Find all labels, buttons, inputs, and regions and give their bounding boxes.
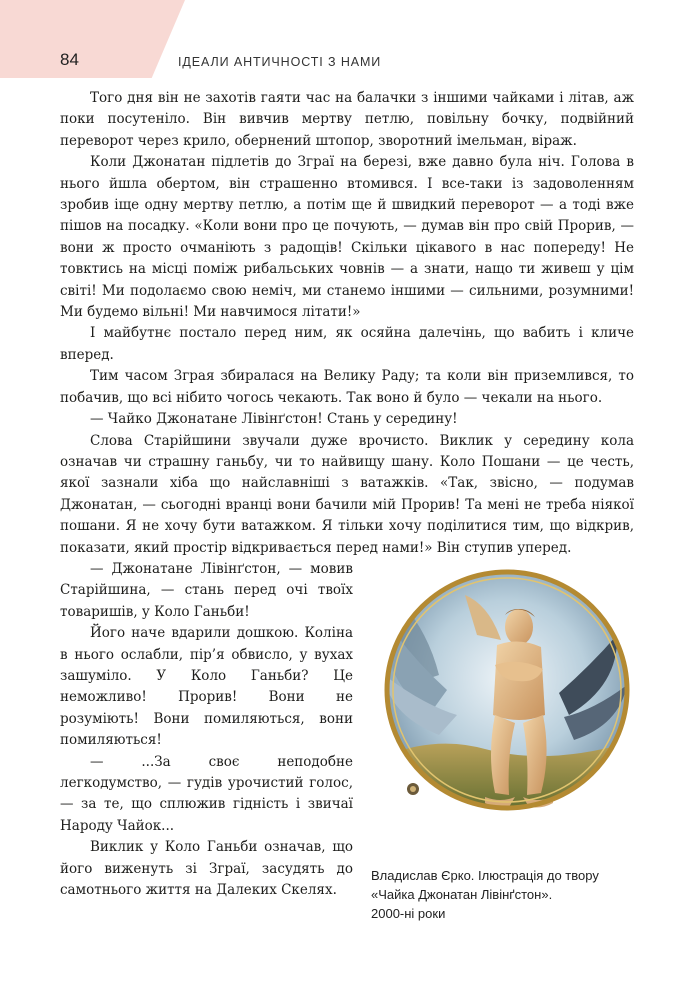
paragraph: Виклик у Коло Ганьби означав, що його виженуть зі Зграї, засудять до самотнього життя на Далеких Скелях. xyxy=(60,839,353,899)
page-corner-accent xyxy=(0,0,185,78)
page-number: 84 xyxy=(60,50,79,69)
caption-line: Владислав Єрко. Ілюстрація до твору xyxy=(371,868,599,883)
paragraph: — Чайко Джонатане Лівінґстон! Стань у середину! xyxy=(90,411,458,428)
gull-angel-illustration xyxy=(369,565,634,815)
paragraph: Коли Джонатан підлетів до Зграї на березі, вже давно була ніч. Голова в нього йшла обертом, він страшенно втомився. І все-таки із задоволенням зробив іще одну мертву петлю, а потім ще й швидкий переворот — а тоді вже пішов на посадку. «Коли вони про це почують, — думав він про свій Прорив, — вони ж просто очманіють з радощів! Скільки цікавого в нас попереду! Не товктись на місці поміж рибальських човнів — а знати, нащо ти живеш у цім світі! Ми подолаємо свою неміч, ми станемо іншими — сильними, розумними! Ми будемо вільні! Ми навчимося літати!» xyxy=(60,154,634,321)
paragraph: Його наче вдарили дошкою. Коліна в нього ослабли, пір’я обвисло, у вухах зашуміло. У Коло Ганьби? Це неможливо! Прорив! Вони не розуміють! Вони помиляються, вони помиляються! xyxy=(60,625,353,749)
paragraph: Слова Старійшини звучали дуже врочисто. Виклик у середину кола означав чи страшну ганьбу, чи то найвищу шану. Коло Пошани — це честь, якої зазнали хіба що найславніші з ватажків. «Так, звісно, — подумав Джонатан, — сьогодні вранці вони бачили мій Прорив! Та мені не треба ніякої пошани. Я не хочу бути ватажком. Я тільки хочу поділитися тим, що відкрив, показати, який простір відкривається перед нами!» Він ступив уперед. xyxy=(60,432,634,556)
caption-line: 2000-ні роки xyxy=(371,906,446,921)
paragraph: — ...За своє неподобне легкодумство, — гудів урочистий голос, — за те, що сплюжив гідність і звичаї Народу Чайок... xyxy=(60,753,353,834)
illustration-figure xyxy=(369,565,634,892)
paragraph: — Джонатане Лівінґстон, — мовив Старійшина, — стань перед очі твоїх товаришів, у Коло Ганьби! xyxy=(60,560,353,620)
body-text xyxy=(60,88,634,901)
caption-line: «Чайка Джонатан Лівінґстон». xyxy=(371,887,553,902)
paragraph: Того дня він не захотів гаяти час на балачки з іншими чайками і літав, аж поки посутеніло. Він вивчив мертву петлю, повільну бочку, подвійний переворот через крило, обернений штопор, зворотний імельман, віраж. xyxy=(60,90,634,149)
figure-caption xyxy=(371,866,641,923)
paragraph: І майбутнє постало перед ним, як осяйна далечінь, що вабить і кличе вперед. xyxy=(60,325,634,363)
paragraph: Тим часом Зграя збиралася на Велику Раду; та коли він приземлився, то побачив, що всі нібито чогось чекають. Так воно й було — чекали на нього. xyxy=(60,368,634,406)
running-title: ІДЕАЛИ АНТИЧНОСТІ З НАМИ xyxy=(178,55,382,69)
